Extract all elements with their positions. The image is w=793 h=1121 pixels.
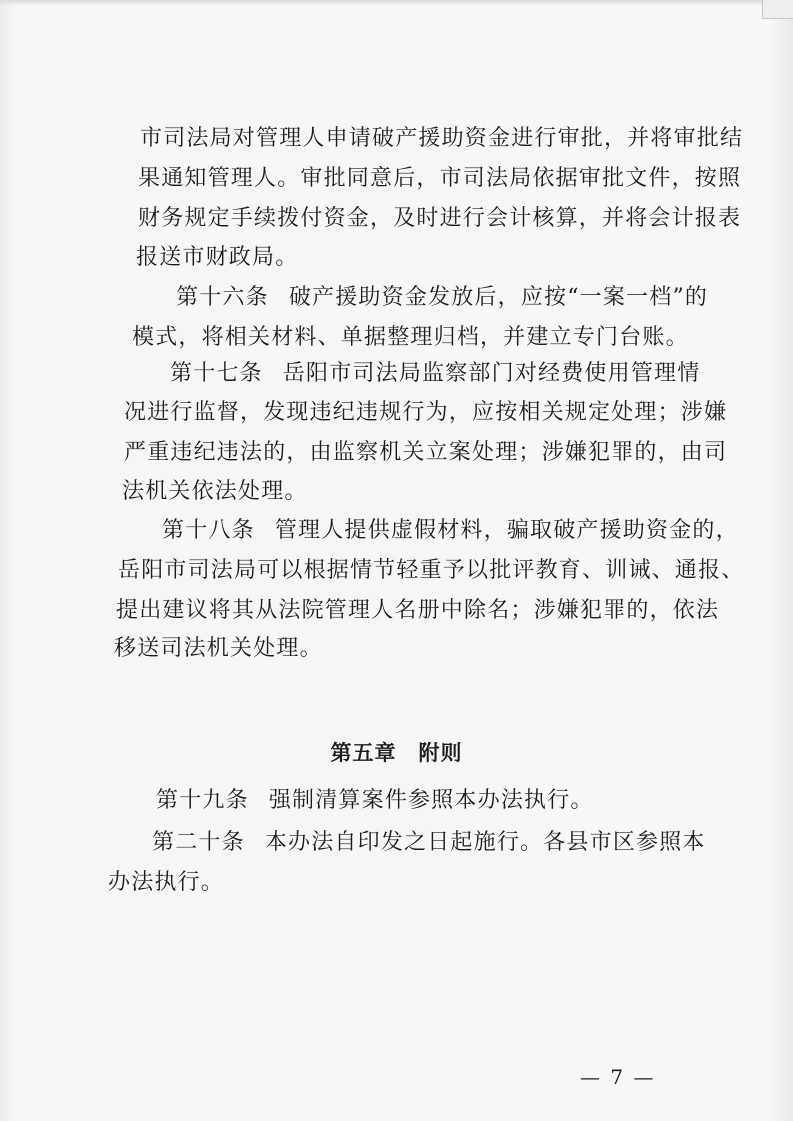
- text-line: 报送市财政局。: [136, 245, 299, 270]
- article-17-first-line: [170, 359, 700, 389]
- page-number: — 7 —: [580, 1065, 656, 1089]
- text-line: 法机关依法处理。: [122, 479, 308, 504]
- chapter-number: 第五章: [330, 741, 397, 765]
- text-line: 财务规定手续拨付资金，及时进行会计核算，并将会计报表: [138, 206, 742, 231]
- text-line: 移送司法机关处理。: [114, 636, 323, 661]
- text-line: 办法执行。: [108, 870, 225, 895]
- article-18-first-line: [162, 516, 739, 546]
- text-segment: 管理人提供虚假材料，骗取破产援助资金的，: [274, 518, 739, 543]
- article-number: 第二十条: [152, 830, 245, 855]
- article-number: 第十七条: [170, 361, 263, 386]
- text-segment: 强制清算案件参照本办法执行。: [268, 788, 594, 813]
- text-segment: 本办法自印发之日起施行。各县市区参照本: [264, 830, 706, 855]
- chapter-title: 附则: [418, 741, 463, 765]
- article-number: 第十九条: [156, 788, 249, 813]
- scan-edge: [0, 0, 793, 6]
- staple-corner: [762, 0, 793, 19]
- chapter-heading: [0, 738, 793, 768]
- text-line: 果通知管理人。审批同意后，市司法局依据审批文件，按照: [138, 166, 742, 191]
- article-20-first-line: [152, 828, 706, 858]
- article-number: 第十六条: [176, 285, 269, 310]
- article-16-first-line: [176, 283, 708, 313]
- article-number: 第十八条: [162, 518, 255, 543]
- text-line: 岳阳市司法局可以根据情节轻重予以批评教育、训诫、通报、: [118, 558, 745, 583]
- text-line: 市司法局对管理人申请破产援助资金进行审批，并将审批结: [140, 126, 744, 151]
- text-segment: 岳阳市司法局监察部门对经费使用管理情: [282, 361, 701, 386]
- text-line: 况进行监督，发现违纪违规行为，应按相关规定处理；涉嫌: [124, 400, 728, 425]
- text-segment: 破产援助资金发放后，应按“一案一档”的: [288, 285, 709, 310]
- text-line: 模式，将相关材料、单据整理归档，并建立专门台账。: [132, 325, 689, 350]
- text-line: 提出建议将其从法院管理人名册中除名；涉嫌犯罪的，依法: [116, 598, 720, 623]
- text-line: 严重违纪违法的，由监察机关立案处理；涉嫌犯罪的，由司: [124, 440, 728, 465]
- article-19-line: [156, 786, 594, 816]
